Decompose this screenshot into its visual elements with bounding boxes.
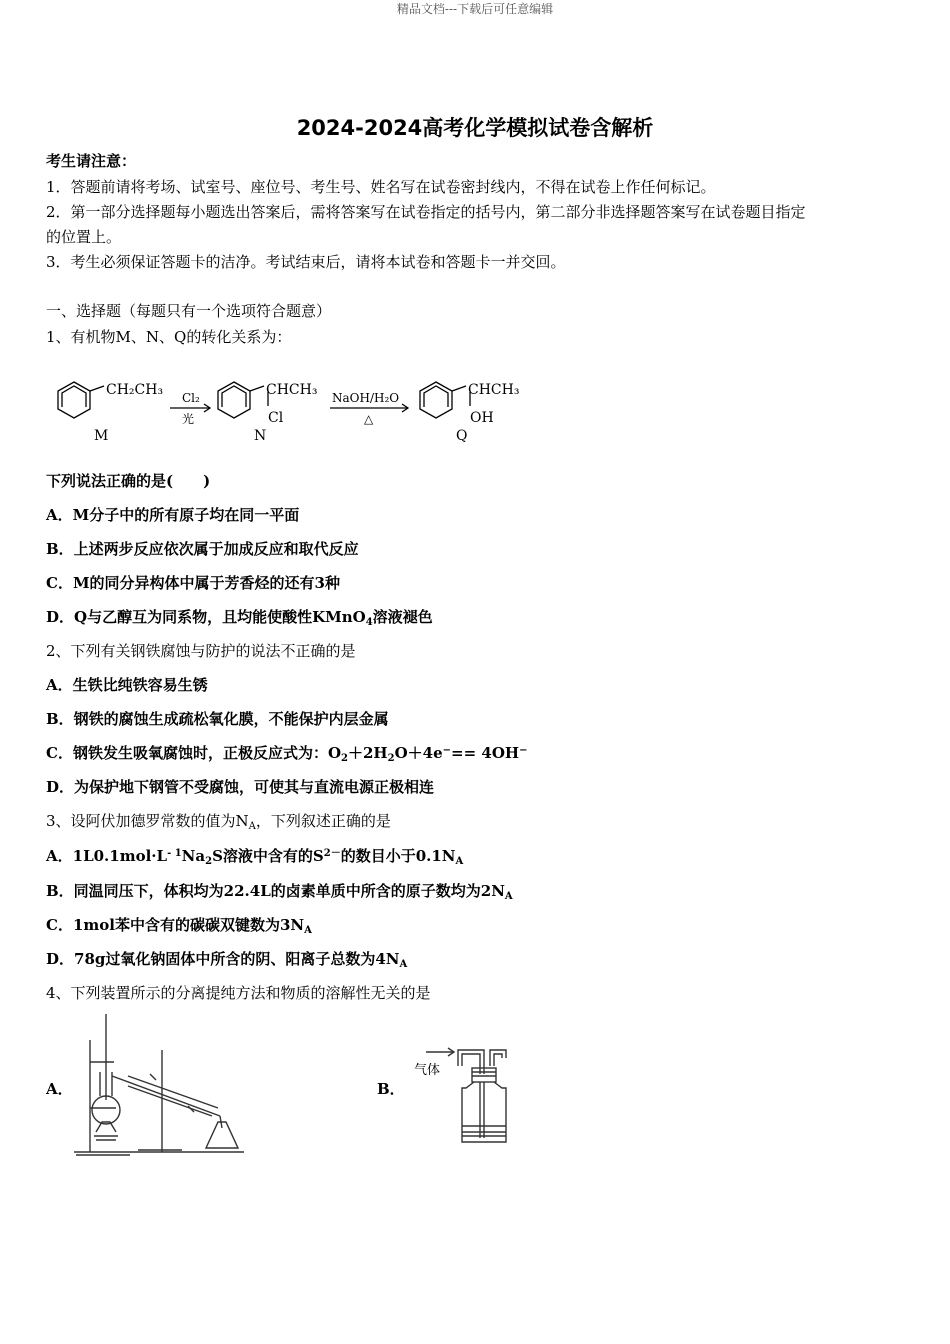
q-label: Q xyxy=(456,428,468,444)
benzene-ring-m xyxy=(58,382,90,418)
q-substituent-oh: OH xyxy=(470,410,494,426)
reaction-scheme xyxy=(46,360,546,450)
q3-option-a: A．$1L0.1mol\cdot L^{- 1}Na_2S$溶液中含有的$S^{2-}$的数目小于$0.1N_A$ xyxy=(46,847,464,867)
section-heading: 一、选择题（每题只有一个选项符合题意） xyxy=(46,302,332,320)
m-label: M xyxy=(94,428,109,444)
m-substituent: CH₂CH₃ xyxy=(106,382,164,398)
notice-item-2-cont: 的位置上。 xyxy=(46,228,122,246)
q1-stem: 1、有机物M、N、Q的转化关系为： xyxy=(46,328,292,346)
n-label: N xyxy=(254,428,267,444)
q4-option-b-label: B． xyxy=(377,1080,405,1098)
q4-stem: 4、下列装置所示的分离提纯方法和物质的溶解性无关的是 xyxy=(46,984,431,1002)
gas-washing-bottle-figure xyxy=(414,1044,514,1150)
arrow2-reagent: NaOH/H₂O xyxy=(332,391,400,405)
q2-option-a: A．生铁比纯铁容易生锈 xyxy=(46,676,208,694)
notice-item-3: 3．考生必须保证答题卡的洁净。考试结束后，请将本试卷和答题卡一并交回。 xyxy=(46,253,566,271)
benzene-ring-n xyxy=(218,382,250,418)
page-header: 精品文档---下载后可任意编辑 xyxy=(396,2,554,16)
q4-option-a-label: A． xyxy=(46,1080,73,1098)
benzene-ring-q xyxy=(420,382,452,418)
q3-option-d: D．78g过氧化钠固体中所含的阴、阳离子总数为$4N_A$ xyxy=(46,950,408,970)
q1-option-a: A．M分子中的所有原子均在同一平面 xyxy=(46,506,300,524)
q1-prompt: 下列说法正确的是( ) xyxy=(46,472,211,490)
n-substituent-cl: Cl xyxy=(268,410,284,426)
n-substituent: CHCH₃ xyxy=(266,382,318,398)
q3-stem: 3、设阿伏加德罗常数的值为$N_A$，下列叙述正确的是 xyxy=(46,812,391,832)
arrow2-condition: △ xyxy=(364,412,374,426)
notice-item-2: 2．第一部分选择题每小题选出答案后，需将答案写在试卷指定的括号内，第二部分非选择题答案写在试卷题目指定 xyxy=(46,203,806,221)
q-substituent: CHCH₃ xyxy=(468,382,520,398)
q3-option-c: C．1mol苯中含有的碳碳双键数为$3N_A$ xyxy=(46,916,312,936)
q2-option-c: C．钢铁发生吸氧腐蚀时，正极反应式为：$O_2+2H_2O+4e^-== 4OH^-$ xyxy=(46,744,528,764)
arrow1-condition: 光 xyxy=(182,412,195,426)
notice-item-1: 1．答题前请将考场、试室号、座位号、考生号、姓名写在试卷密封线内，不得在试卷上作任何标记。 xyxy=(46,178,716,196)
q1-option-d: D．Q与乙醇互为同系物，且均能使酸性KMnO$_4$溶液褪色 xyxy=(46,608,433,628)
q1-option-c: C．M的同分异构体中属于芳香烃的还有3种 xyxy=(46,574,340,592)
page-title: 2024-2024高考化学模拟试卷含解析 xyxy=(296,116,654,140)
distillation-apparatus-figure xyxy=(70,1010,250,1158)
notice-heading: 考生请注意： xyxy=(46,152,137,170)
q1-option-b: B．上述两步反应依次属于加成反应和取代反应 xyxy=(46,540,359,558)
q2-stem: 2、下列有关钢铁腐蚀与防护的说法不正确的是 xyxy=(46,642,356,660)
q3-option-b: B．同温同压下，体积均为22.4L的卤素单质中所含的原子数均为$2N_A$ xyxy=(46,882,513,902)
q2-option-b: B．钢铁的腐蚀生成疏松氧化膜，不能保护内层金属 xyxy=(46,710,389,728)
q2-option-d: D．为保护地下钢管不受腐蚀，可使其与直流电源正极相连 xyxy=(46,778,435,796)
arrow1-reagent: Cl₂ xyxy=(182,391,200,405)
gas-label: 气体 xyxy=(414,1063,441,1078)
